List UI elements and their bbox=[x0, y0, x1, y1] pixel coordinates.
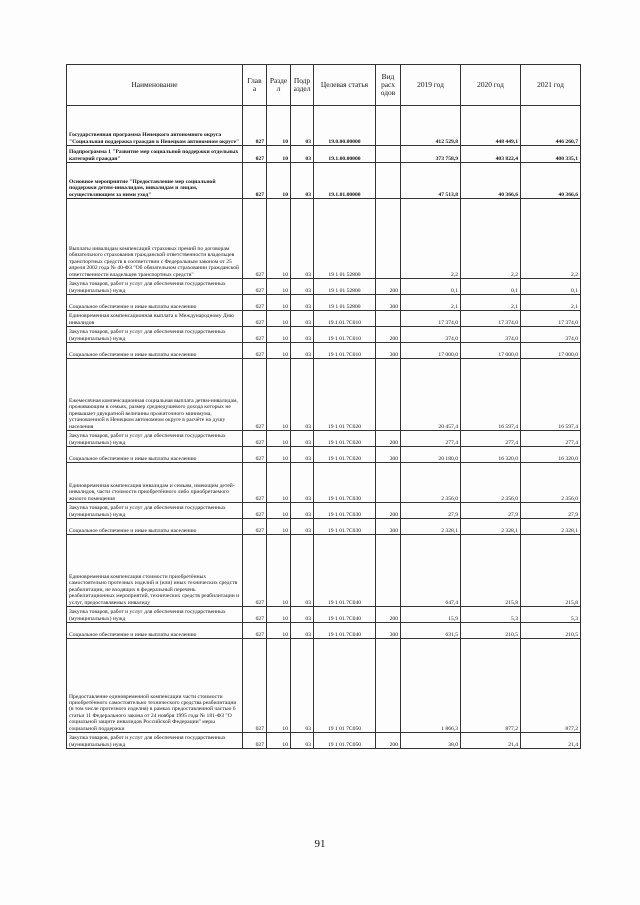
row-2020: 2,1 bbox=[461, 295, 521, 311]
row-2020: 877,2 bbox=[461, 639, 521, 733]
row-expense-type: 200 bbox=[376, 503, 401, 519]
row-razdel: 10 bbox=[267, 343, 291, 359]
row-expense-type: 300 bbox=[376, 343, 401, 359]
row-podrazdel: 03 bbox=[291, 199, 314, 279]
row-podrazdel: 03 bbox=[291, 733, 314, 749]
table-body bbox=[67, 106, 581, 749]
row-glava: 027 bbox=[243, 146, 267, 163]
table-row bbox=[67, 343, 581, 359]
row-podrazdel: 03 bbox=[291, 535, 314, 607]
row-2019: 38,0 bbox=[401, 733, 461, 749]
row-2021: 374,0 bbox=[521, 327, 581, 343]
row-razdel: 10 bbox=[267, 431, 291, 447]
row-target-article: 19.0.00.00000 bbox=[314, 106, 376, 146]
header-name: Наименование bbox=[67, 65, 243, 106]
row-2019: 27,9 bbox=[401, 503, 461, 519]
row-2021: 400 335,1 bbox=[521, 146, 581, 163]
row-expense-type: 200 bbox=[376, 431, 401, 447]
row-2021: 277,4 bbox=[521, 431, 581, 447]
table-row bbox=[67, 295, 581, 311]
row-2019: 277,4 bbox=[401, 431, 461, 447]
row-target-article: 19 1 01.7С040 bbox=[314, 607, 376, 623]
table-row bbox=[67, 535, 581, 607]
header-podrazdel: Подр аздел bbox=[291, 65, 314, 106]
row-2021: 17 374,0 bbox=[521, 311, 581, 327]
row-razdel: 10 bbox=[267, 146, 291, 163]
row-podrazdel: 03 bbox=[291, 279, 314, 295]
row-target-article: 19 1 01.7С040 bbox=[314, 623, 376, 639]
row-name: Государственная программа Ненецкого автономного округа "Социальная поддержка граждан в Ненецком автономном округе" bbox=[67, 106, 243, 146]
row-razdel: 10 bbox=[267, 295, 291, 311]
table-header-row bbox=[67, 65, 581, 106]
row-name: Социальное обеспечение и иные выплаты населению bbox=[67, 295, 243, 311]
table-row bbox=[67, 503, 581, 519]
row-2021: 2,1 bbox=[521, 295, 581, 311]
row-2020: 27,9 bbox=[461, 503, 521, 519]
row-2019: 1 866,3 bbox=[401, 639, 461, 733]
row-target-article: 19 1 01 52800 bbox=[314, 295, 376, 311]
row-expense-type bbox=[376, 163, 401, 199]
row-razdel: 10 bbox=[267, 279, 291, 295]
row-2019: 17 374,0 bbox=[401, 311, 461, 327]
row-glava: 027 bbox=[243, 199, 267, 279]
table-row bbox=[67, 327, 581, 343]
row-2019: 2 328,1 bbox=[401, 519, 461, 535]
row-glava: 027 bbox=[243, 623, 267, 639]
row-razdel: 10 bbox=[267, 623, 291, 639]
table-row bbox=[67, 431, 581, 447]
row-name: Закупка товаров, работ и услуг для обеспечения государственных (муниципальных) нужд bbox=[67, 503, 243, 519]
table-row bbox=[67, 447, 581, 463]
header-razdel: Разде л bbox=[267, 65, 291, 106]
row-expense-type bbox=[376, 311, 401, 327]
row-glava: 027 bbox=[243, 311, 267, 327]
row-2020: 403 822,4 bbox=[461, 146, 521, 163]
row-razdel: 10 bbox=[267, 463, 291, 503]
row-2019: 631,5 bbox=[401, 623, 461, 639]
row-expense-type: 300 bbox=[376, 623, 401, 639]
row-2019: 0,1 bbox=[401, 279, 461, 295]
row-target-article: 19 1 01.7С050 bbox=[314, 733, 376, 749]
table-row bbox=[67, 607, 581, 623]
row-2021: 210,5 bbox=[521, 623, 581, 639]
header-target-article: Целевая статья bbox=[314, 65, 376, 106]
row-razdel: 10 bbox=[267, 607, 291, 623]
row-2019: 412 529,8 bbox=[401, 106, 461, 146]
row-name: Социальное обеспечение и иные выплаты населению bbox=[67, 343, 243, 359]
row-2019: 2,2 bbox=[401, 199, 461, 279]
row-target-article: 19.1.00.00000 bbox=[314, 146, 376, 163]
row-name: Единовременная компенсация стоимости приобретённых самостоятельно протезных изделий и (или) иных технических средств реабилитации, не входящих в федеральный перечень реабилитационных мероприятий, технических средств реабилитации и услуг, предоставляемых инвалиду bbox=[67, 535, 243, 607]
row-2021: 446 260,7 bbox=[521, 106, 581, 146]
table-row bbox=[67, 279, 581, 295]
row-2019: 20 180,0 bbox=[401, 447, 461, 463]
row-glava: 027 bbox=[243, 607, 267, 623]
row-2021: 2 328,1 bbox=[521, 519, 581, 535]
row-glava: 027 bbox=[243, 343, 267, 359]
row-2020: 40 366,6 bbox=[461, 163, 521, 199]
row-glava: 027 bbox=[243, 447, 267, 463]
table-row bbox=[67, 106, 581, 146]
table-row bbox=[67, 163, 581, 199]
row-2021: 21,4 bbox=[521, 733, 581, 749]
row-name: Подпрограмма 1 "Развитие мер социальной поддержки отдельных категорий граждан" bbox=[67, 146, 243, 163]
row-razdel: 10 bbox=[267, 639, 291, 733]
row-podrazdel: 03 bbox=[291, 447, 314, 463]
row-razdel: 10 bbox=[267, 311, 291, 327]
table-row bbox=[67, 733, 581, 749]
row-2021: 16 320,0 bbox=[521, 447, 581, 463]
row-podrazdel: 03 bbox=[291, 431, 314, 447]
row-glava: 027 bbox=[243, 327, 267, 343]
row-name: Единовременная компенсация инвалидам и семьям, имеющим детей-инвалидов, части стоимости приобретённого либо приобретаемого жилого помещения bbox=[67, 463, 243, 503]
row-2019: 2,1 bbox=[401, 295, 461, 311]
row-expense-type: 200 bbox=[376, 327, 401, 343]
row-2020: 210,5 bbox=[461, 623, 521, 639]
row-name: Закупка товаров, работ и услуг для обеспечения государственных (муниципальных) нужд bbox=[67, 327, 243, 343]
row-razdel: 10 bbox=[267, 199, 291, 279]
row-razdel: 10 bbox=[267, 519, 291, 535]
row-target-article: 19 1 01.7С030 bbox=[314, 519, 376, 535]
row-2020: 2 328,1 bbox=[461, 519, 521, 535]
row-podrazdel: 03 bbox=[291, 463, 314, 503]
row-target-article: 19 1 01 52800 bbox=[314, 279, 376, 295]
row-podrazdel: 03 bbox=[291, 295, 314, 311]
row-name: Закупка товаров, работ и услуг для обеспечения государственных (муниципальных) нужд bbox=[67, 431, 243, 447]
row-podrazdel: 03 bbox=[291, 327, 314, 343]
row-2021: 2 356,0 bbox=[521, 463, 581, 503]
table-row bbox=[67, 463, 581, 503]
row-target-article: 19 1 01.7С030 bbox=[314, 463, 376, 503]
row-expense-type bbox=[376, 199, 401, 279]
row-2020: 17 000,0 bbox=[461, 343, 521, 359]
row-2020: 16 320,0 bbox=[461, 447, 521, 463]
row-2019: 15,9 bbox=[401, 607, 461, 623]
row-razdel: 10 bbox=[267, 163, 291, 199]
row-podrazdel: 03 bbox=[291, 163, 314, 199]
row-2019: 373 758,9 bbox=[401, 146, 461, 163]
row-target-article: 19 1 01.7С010 bbox=[314, 343, 376, 359]
header-glava: Глав а bbox=[243, 65, 267, 106]
row-glava: 027 bbox=[243, 535, 267, 607]
row-2019: 374,0 bbox=[401, 327, 461, 343]
row-glava: 027 bbox=[243, 503, 267, 519]
row-2020: 448 449,1 bbox=[461, 106, 521, 146]
row-expense-type: 300 bbox=[376, 295, 401, 311]
row-2019: 2 356,0 bbox=[401, 463, 461, 503]
row-expense-type: 300 bbox=[376, 519, 401, 535]
row-2021: 16 597,4 bbox=[521, 359, 581, 431]
row-razdel: 10 bbox=[267, 447, 291, 463]
row-podrazdel: 03 bbox=[291, 623, 314, 639]
row-2020: 277,4 bbox=[461, 431, 521, 447]
row-2021: 877,2 bbox=[521, 639, 581, 733]
row-target-article: 19 1 01 7С050 bbox=[314, 639, 376, 733]
row-name: Единовременная компенсационная выплата к Международному Дню инвалидов bbox=[67, 311, 243, 327]
row-target-article: 19.1.01.7С010 bbox=[314, 311, 376, 327]
row-podrazdel: 03 bbox=[291, 503, 314, 519]
row-glava: 027 bbox=[243, 295, 267, 311]
row-podrazdel: 03 bbox=[291, 311, 314, 327]
row-expense-type bbox=[376, 535, 401, 607]
row-name: Социальное обеспечение и иные выплаты населению bbox=[67, 623, 243, 639]
row-name: Ежемесячная компенсационная социальная выплата детям-инвалидам, проживающим в семьях, размер среднедушевого дохода которых не превышает двукратной величины прожиточного минимума, установленной в Ненецком автономном округе в расчёте на душу населения bbox=[67, 359, 243, 431]
row-2021: 40 366,6 bbox=[521, 163, 581, 199]
row-2020: 2 356,0 bbox=[461, 463, 521, 503]
row-target-article: 19 1 01.7С030 bbox=[314, 503, 376, 519]
row-podrazdel: 03 bbox=[291, 146, 314, 163]
row-podrazdel: 03 bbox=[291, 639, 314, 733]
row-razdel: 10 bbox=[267, 733, 291, 749]
row-glava: 027 bbox=[243, 733, 267, 749]
table-row bbox=[67, 359, 581, 431]
header-2020: 2020 год bbox=[461, 65, 521, 106]
page-number: 91 bbox=[314, 838, 326, 850]
row-2020: 21,4 bbox=[461, 733, 521, 749]
row-2020: 17 374,0 bbox=[461, 311, 521, 327]
row-razdel: 10 bbox=[267, 359, 291, 431]
row-name: Социальное обеспечение и иные выплаты населению bbox=[67, 519, 243, 535]
row-2021: 2,2 bbox=[521, 199, 581, 279]
row-target-article: 19 1 01.7С020 bbox=[314, 447, 376, 463]
row-target-article: 19.1.01.00000 bbox=[314, 163, 376, 199]
row-glava: 027 bbox=[243, 431, 267, 447]
row-2019: 647,4 bbox=[401, 535, 461, 607]
row-2021: 27,9 bbox=[521, 503, 581, 519]
row-podrazdel: 03 bbox=[291, 343, 314, 359]
row-name: Закупка товаров, работ и услуг для обеспечения государственных (муниципальных) нужд bbox=[67, 733, 243, 749]
row-target-article: 19 1 01 52800 bbox=[314, 199, 376, 279]
row-podrazdel: 03 bbox=[291, 359, 314, 431]
row-expense-type bbox=[376, 463, 401, 503]
row-2020: 2,2 bbox=[461, 199, 521, 279]
row-expense-type bbox=[376, 146, 401, 163]
row-glava: 027 bbox=[243, 639, 267, 733]
row-2020: 16 597,4 bbox=[461, 359, 521, 431]
row-name: Закупка товаров, работ и услуг для обеспечения государственных (муниципальных) нужд bbox=[67, 279, 243, 295]
row-razdel: 10 bbox=[267, 327, 291, 343]
row-podrazdel: 03 bbox=[291, 519, 314, 535]
row-razdel: 10 bbox=[267, 106, 291, 146]
row-expense-type: 200 bbox=[376, 279, 401, 295]
row-expense-type: 200 bbox=[376, 733, 401, 749]
table-row bbox=[67, 623, 581, 639]
row-2020: 5,3 bbox=[461, 607, 521, 623]
row-2020: 215,8 bbox=[461, 535, 521, 607]
row-name: Основное мероприятие "Предоставление мер социальной поддержки детям-инвалидам, инвалидам и лицам, осуществляющим за ними уход" bbox=[67, 163, 243, 199]
row-target-article: 19 1 01.7С020 bbox=[314, 431, 376, 447]
row-glava: 027 bbox=[243, 359, 267, 431]
row-2019: 47 513,8 bbox=[401, 163, 461, 199]
header-expense-type: Вид расх одов bbox=[376, 65, 401, 106]
row-2019: 20 457,4 bbox=[401, 359, 461, 431]
row-name: Предоставление единовременной компенсации части стоимости приобретённого самостоятельно технического средства реабилитации (в том числе протезного изделия) в рамках предоставленной частью 6 статьи 11 Федерального закона от 24 ноября 1995 года № 181-ФЗ "О социальной защите инвалидов Российской Федерации" меры социальной поддержки bbox=[67, 639, 243, 733]
row-glava: 027 bbox=[243, 163, 267, 199]
row-glava: 027 bbox=[243, 519, 267, 535]
row-target-article: 19 1 01 7С020 bbox=[314, 359, 376, 431]
row-glava: 027 bbox=[243, 106, 267, 146]
table-row bbox=[67, 311, 581, 327]
row-name: Выплаты инвалидам компенсаций страховых премий по договорам обязательного страхования гражданской ответственности владельцев транспортных средств в соответствии с Федеральным законом от 25 апреля 2002 года № 40-ФЗ "Об обязательном страховании гражданской ответственности владельцев транспортных средств" bbox=[67, 199, 243, 279]
row-2020: 0,1 bbox=[461, 279, 521, 295]
header-2021: 2021 год bbox=[521, 65, 581, 106]
table-row bbox=[67, 199, 581, 279]
row-glava: 027 bbox=[243, 463, 267, 503]
row-target-article: 19 1 01.7С010 bbox=[314, 327, 376, 343]
row-2021: 0,1 bbox=[521, 279, 581, 295]
row-razdel: 10 bbox=[267, 503, 291, 519]
row-glava: 027 bbox=[243, 279, 267, 295]
row-2019: 17 000,0 bbox=[401, 343, 461, 359]
row-expense-type bbox=[376, 106, 401, 146]
row-2021: 17 000,0 bbox=[521, 343, 581, 359]
header-2019: 2019 год bbox=[401, 65, 461, 106]
row-name: Социальное обеспечение и иные выплаты населению bbox=[67, 447, 243, 463]
row-podrazdel: 03 bbox=[291, 607, 314, 623]
row-razdel: 10 bbox=[267, 535, 291, 607]
row-expense-type bbox=[376, 359, 401, 431]
table-row bbox=[67, 146, 581, 163]
row-podrazdel: 03 bbox=[291, 106, 314, 146]
row-2020: 374,0 bbox=[461, 327, 521, 343]
row-name: Закупка товаров, работ и услуг для обеспечения государственных (муниципальных) нужд bbox=[67, 607, 243, 623]
table-row bbox=[67, 639, 581, 733]
row-2021: 215,8 bbox=[521, 535, 581, 607]
table-row bbox=[67, 519, 581, 535]
row-target-article: 19 1 01.7С040 bbox=[314, 535, 376, 607]
row-expense-type: 300 bbox=[376, 447, 401, 463]
row-2021: 5,3 bbox=[521, 607, 581, 623]
budget-table bbox=[66, 64, 581, 749]
row-expense-type bbox=[376, 639, 401, 733]
row-expense-type: 200 bbox=[376, 607, 401, 623]
